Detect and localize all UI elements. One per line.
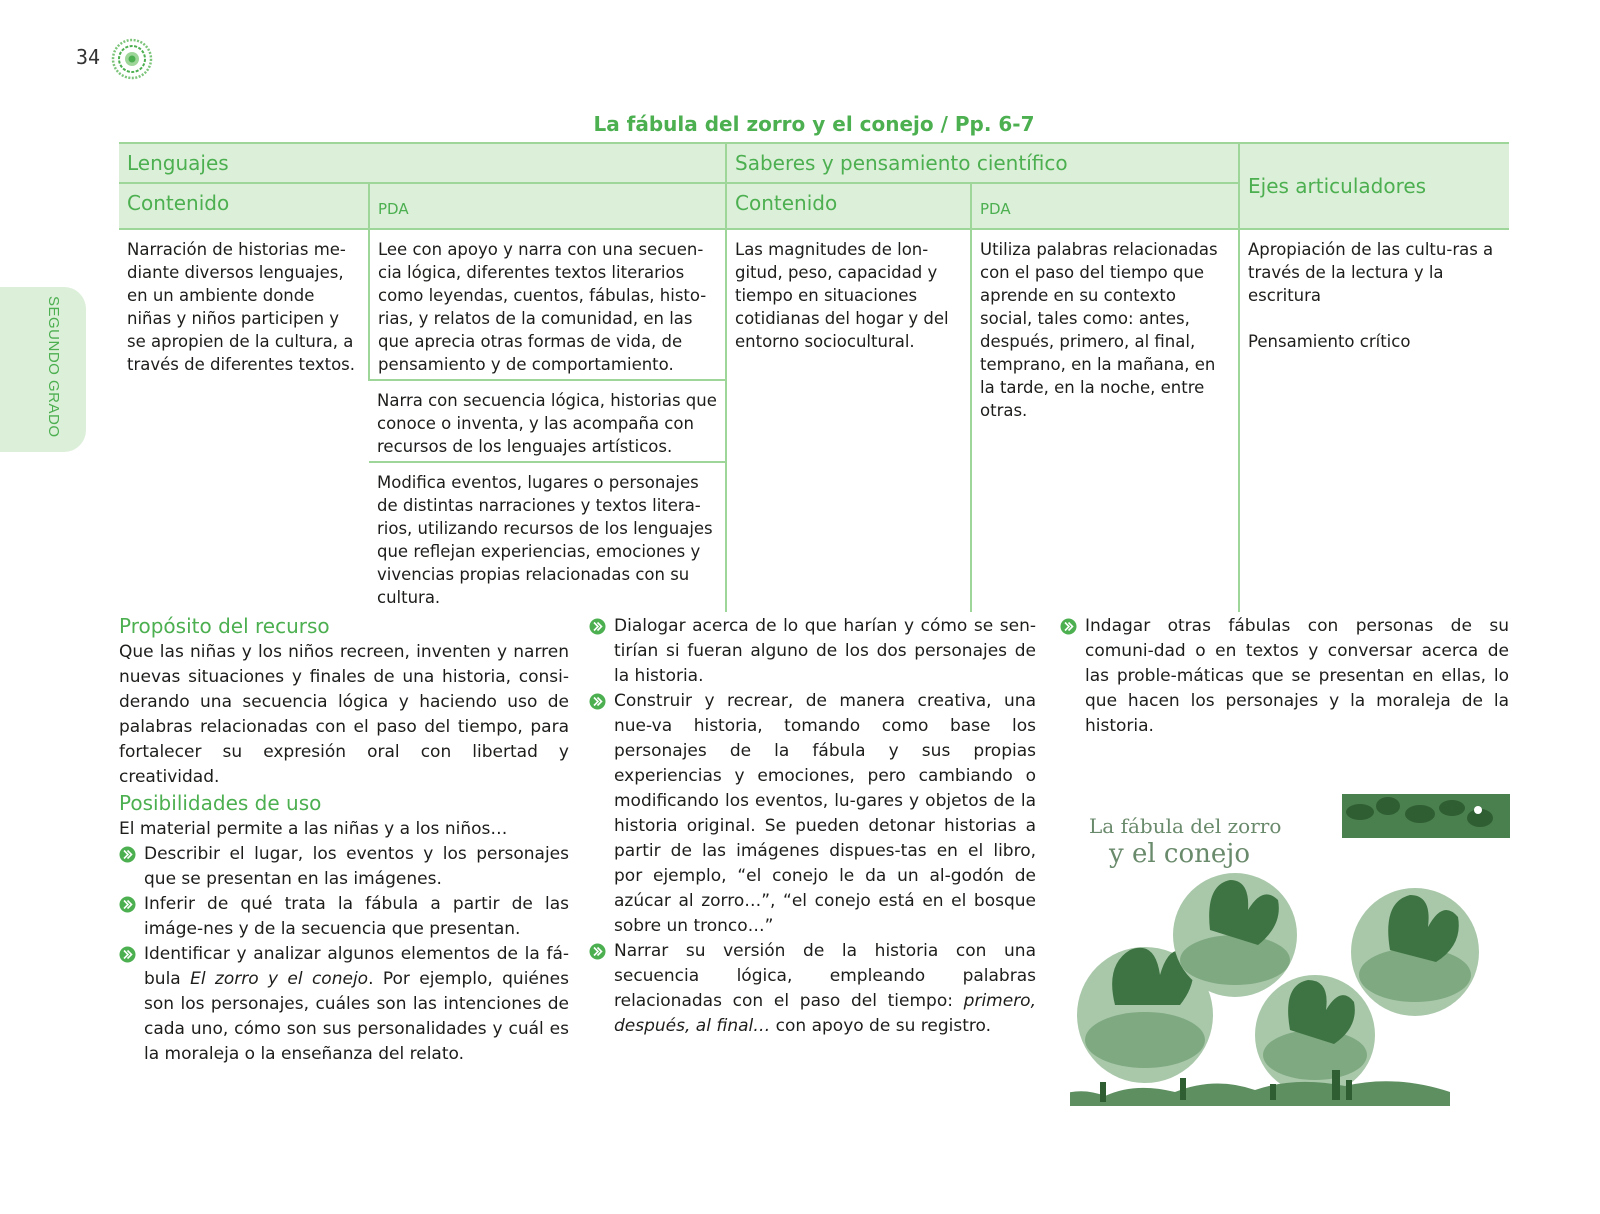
header-lenguajes: Lenguajes [119, 143, 726, 183]
grade-label: SEGUNDO GRADO [45, 296, 62, 438]
list-item: Narrar su versión de la historia con una secuencia lógica, empleando palabras relacionadas con el paso del tiempo: primero, después, al final… con apoyo de su registro. [589, 939, 1036, 1039]
header-contenido-lenguajes: Contenido [119, 183, 369, 229]
bullet-chevron-icon [1060, 618, 1077, 635]
scene-circle [1351, 888, 1479, 1016]
cell-ejes [1239, 229, 1509, 612]
cover-title-line-1: La fábula del zorro [1089, 814, 1282, 838]
cover-title-line-2: y el conejo [1109, 839, 1250, 869]
eje-item: Apropiación de las cultu-ras a través de la lectura y la escritura [1248, 240, 1494, 305]
cell-saberes-contenido: Las magnitudes de lon-gitud, peso, capacidad y tiempo en situaciones cotidianas del hogar y del entorno sociocultural. [726, 229, 971, 612]
bullet-chevron-icon [589, 693, 606, 710]
curriculum-table [119, 142, 1509, 612]
eje-item: Pensamiento crítico [1248, 332, 1411, 351]
proposito-title: Propósito del recurso [119, 614, 330, 638]
list-item: Indagar otras fábulas con personas de su comuni-dad o en textos y conversar acerca de las proble-máticas que se presentan en ellas, lo que hacen los personajes y la moraleja de la historia. [1060, 614, 1509, 739]
posibilidades-title: Posibilidades de uso [119, 791, 322, 815]
book-cover-title [1089, 812, 1281, 868]
proposito-text: Que las niñas y los niños recreen, inventen y narren nuevas situaciones y finales de una historia, consi-derando una secuencia lógica y haciendo uso de palabras relacionadas con el paso del tiempo, para fortalecer su expresión oral con libertad y creatividad. [119, 642, 569, 787]
cell-lenguajes-pda-3: Modifica eventos, lugares o personajes de distintas narraciones y textos litera-rios, utilizando recursos de los lenguajes que reflejan experiencias, emociones y vivencias propias relacionadas con su cultura. [369, 462, 726, 612]
bullet-chevron-icon [589, 943, 606, 960]
cell-saberes-pda: Utiliza palabras relacionadas con el paso del tiempo que aprende en su contexto social, tales como: antes, después, primero, al final, temprano, en la mañana, en la tarde, en la noche, entre otras. [971, 229, 1239, 612]
cell-lenguajes-pda-2: Narra con secuencia lógica, historias que conoce o inventa, y las acompaña con recursos de los lenguajes artísticos. [369, 380, 726, 462]
scene-circle [1173, 873, 1297, 997]
usage-list-col1 [119, 842, 569, 1067]
list-item: Identificar y analizar algunos elementos de la fá-bula El zorro y el conejo. Por ejemplo, quiénes son los personajes, cuáles son las intenciones de cada uno, cómo son sus personalidades y cuál es la moraleja o la enseñanza del relato. [119, 942, 569, 1067]
scene-circle [1255, 975, 1375, 1095]
cell-lenguajes-contenido: Narración de historias me-diante diversos lenguajes, en un ambiente donde niñas y niños participen y se apropien de la cultura, a través de diferentes textos. [127, 240, 356, 374]
page-number: 34 [76, 45, 101, 69]
bullet-chevron-icon [119, 946, 136, 963]
list-item: Construir y recrear, de manera creativa, una nue-va historia, tomando como base los personajes de la fábula y sus propias experiencias y emociones, pero cambiando o modificando los eventos, lu-gares y objetos de la historia original. Se pueden detonar historias a partir de las imágenes dispues-tas en el libro, por ejemplo, “el conejo le da un al-godón de azúcar al zorro…”, “el conejo está en el bosque sobre un tronco…” [589, 689, 1036, 939]
header-ejes: Ejes articuladores [1239, 143, 1509, 229]
cell-lenguajes-pda-1: Lee con apoyo y narra con una secuen-cia lógica, diferentes textos literarios como leyendas, cuentos, fábulas, histo-rias, y relatos de la comunidad, en las que aprecia otras formas de vida, de pensamiento y de comportamiento. [369, 229, 726, 380]
sun-emblem-icon [111, 38, 153, 80]
posibilidades-intro: El material permite a las niñas y a los niños… [119, 819, 508, 839]
bullet-chevron-icon [119, 846, 136, 863]
table-title: La fábula del zorro y el conejo / Pp. 6-7 [593, 112, 1035, 136]
list-item: Dialogar acerca de lo que harían y cómo se sen-tirían si fueran alguno de los dos personajes de la historia. [589, 614, 1036, 689]
usage-list-col3 [1060, 614, 1509, 739]
header-pda-lenguajes: PDA [369, 183, 726, 229]
list-item: Inferir de qué trata la fábula a partir de las imáge-nes y de la secuencia que presentan. [119, 892, 569, 942]
list-item: Describir el lugar, los eventos y los personajes que se presentan en las imágenes. [119, 842, 569, 892]
header-pda-saberes: PDA [971, 183, 1239, 229]
bullet-chevron-icon [119, 896, 136, 913]
bullet-chevron-icon [589, 618, 606, 635]
usage-list-col2 [589, 614, 1036, 1039]
header-saberes: Saberes y pensamiento científico [726, 143, 1239, 183]
header-contenido-saberes: Contenido [726, 183, 971, 229]
